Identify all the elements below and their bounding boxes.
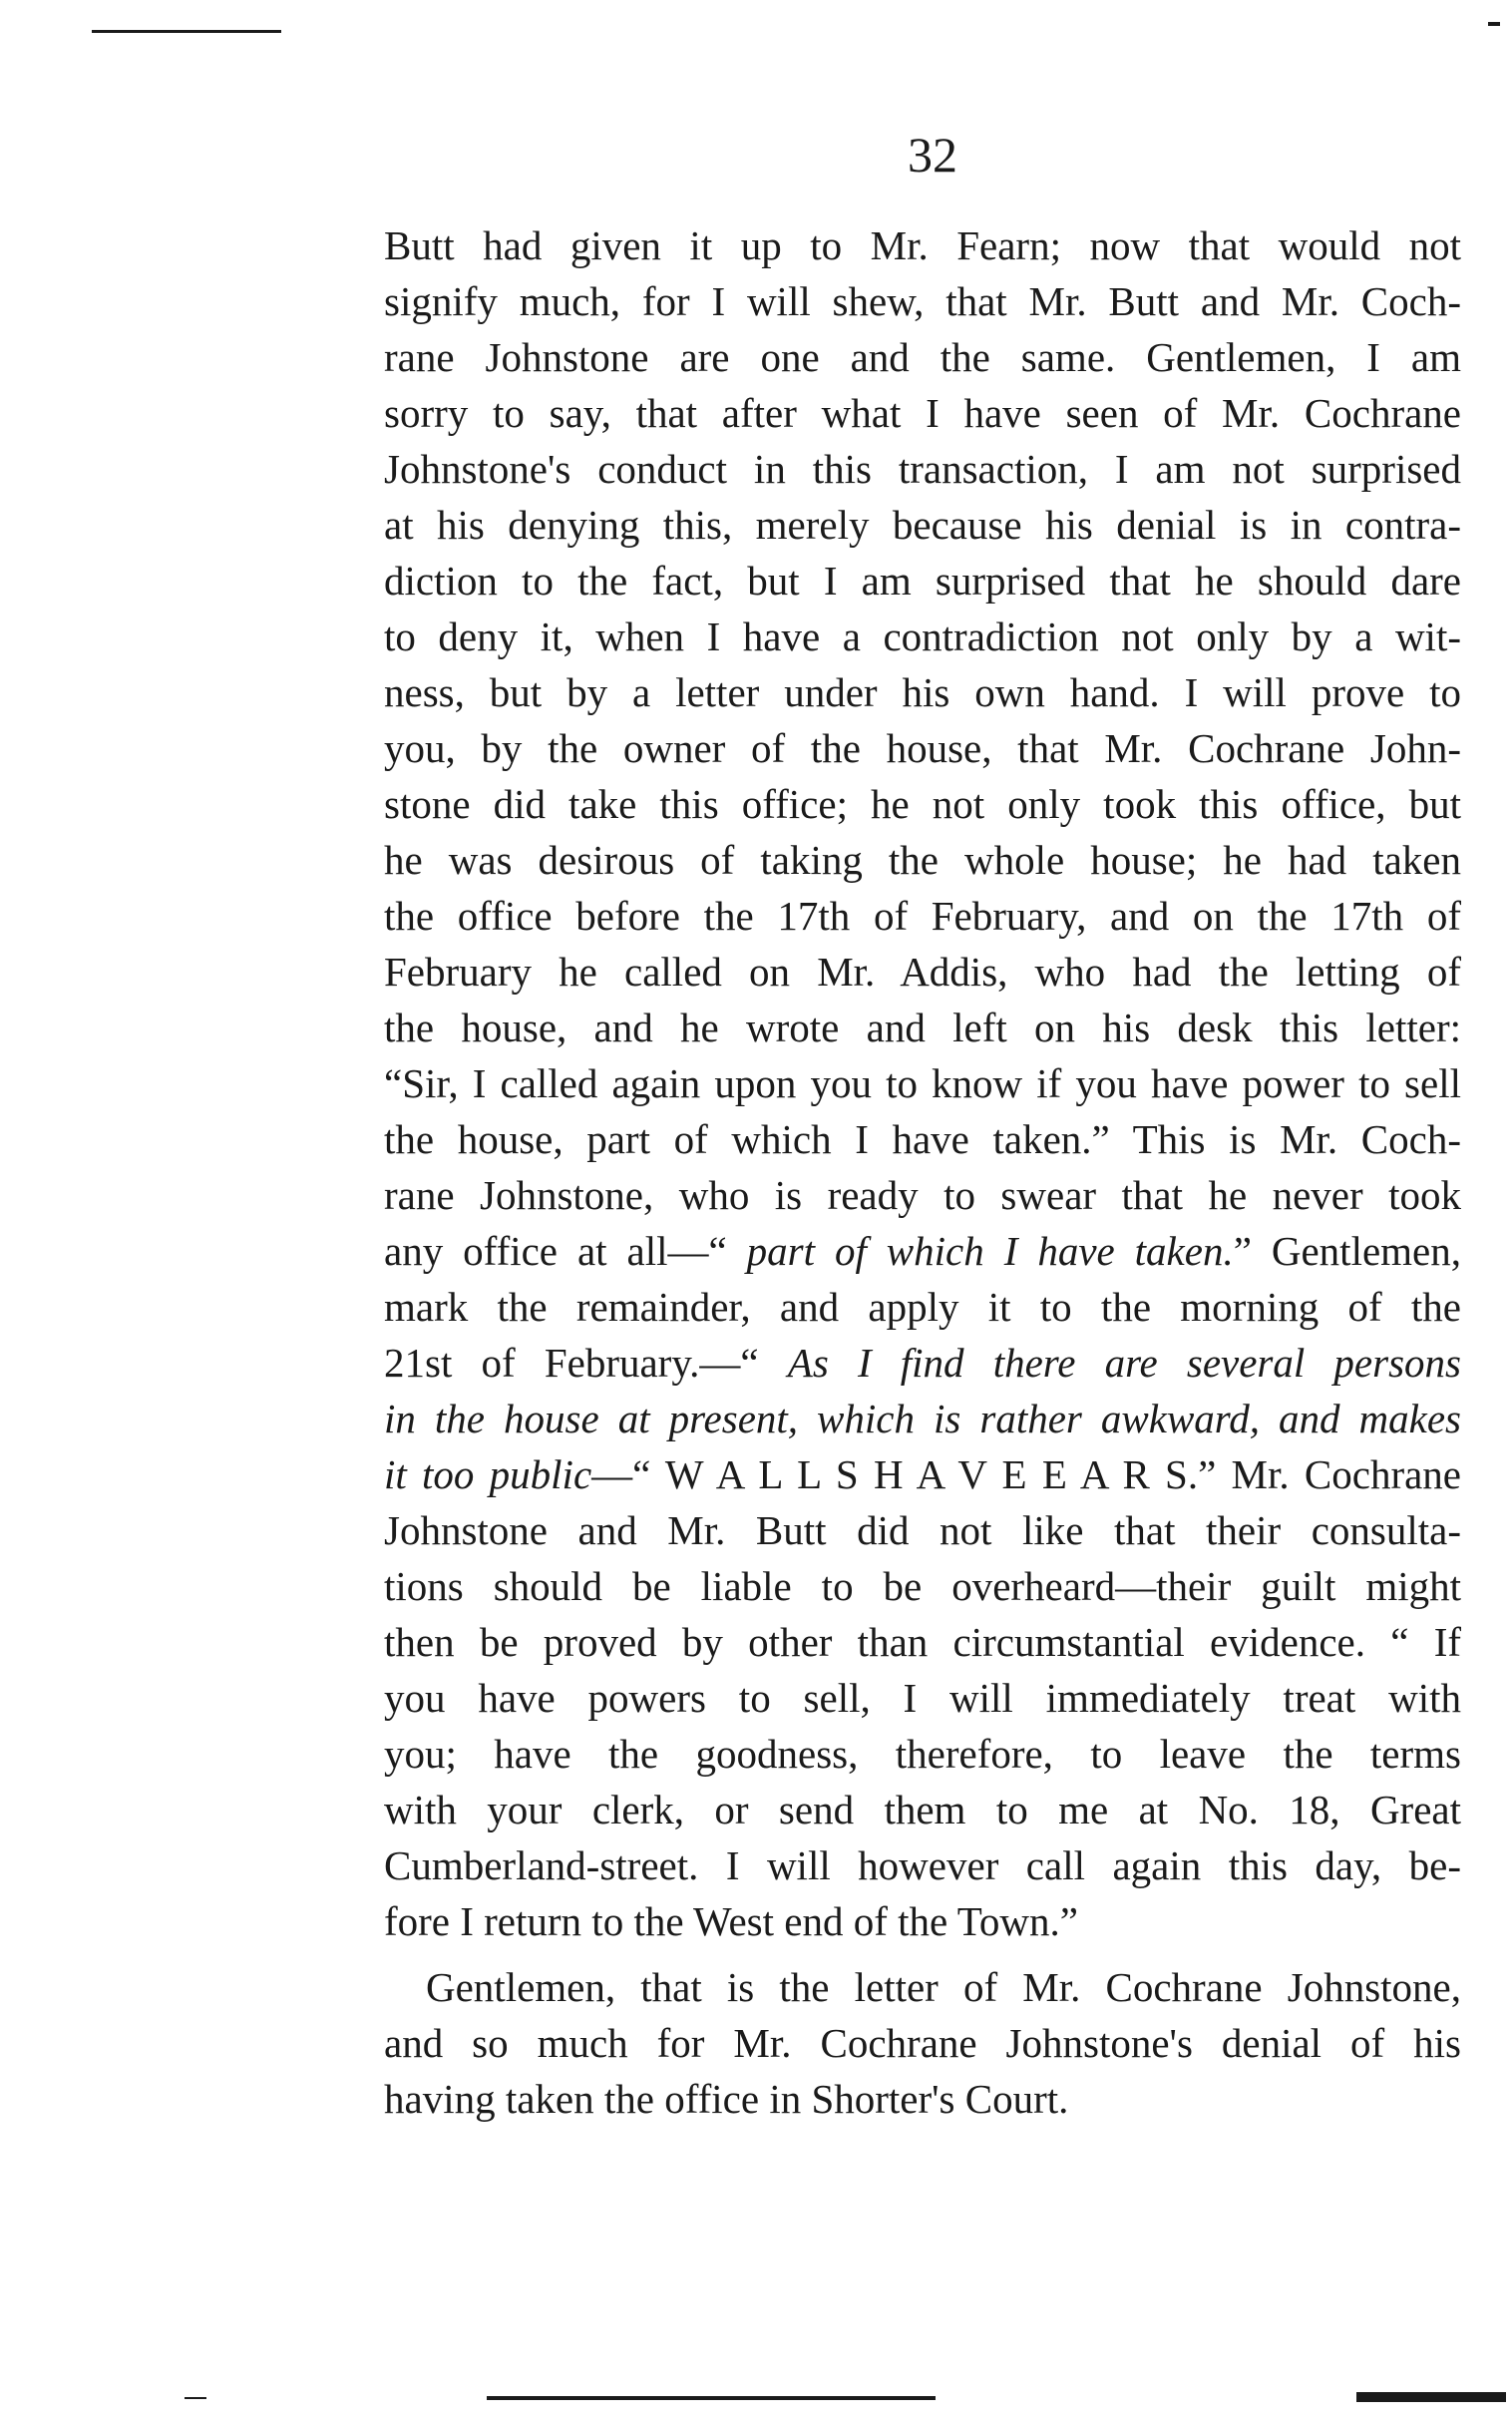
text-line: you have powers to sell, I will immediately treat with	[384, 1675, 1461, 1721]
text-line: the office before the 17th of February, and on the 17th of	[384, 893, 1461, 939]
italic-quote: in the house at present, which is rather awkward, and makes	[384, 1396, 1461, 1441]
text-line: fore I return to the West end of the Town.”	[384, 1898, 1078, 1944]
bottom-right-rule	[1356, 2392, 1506, 2402]
italic-quote: part of which I have taken.	[746, 1228, 1234, 1274]
text-line: February he called on Mr. Addis, who had the letting of	[384, 949, 1461, 995]
body-text	[384, 217, 1461, 2127]
text-line: then be proved by other than circumstantial evidence. “ If	[384, 1619, 1461, 1665]
text-line: he was desirous of taking the whole house; he had taken	[384, 837, 1461, 883]
text-span: ” Gentlemen,	[1233, 1228, 1461, 1274]
italic-quote: As I find there are several persons	[787, 1340, 1461, 1386]
text-line: diction to the fact, but I am surprised that he should dare	[384, 558, 1461, 604]
text-line: you; have the goodness, therefore, to leave the terms	[384, 1731, 1461, 1777]
text-line: to deny it, when I have a contradiction not only by a wit-	[384, 613, 1461, 659]
text-span: —“ W A L L S H A V E E A R S.” Mr. Cochrane	[591, 1451, 1461, 1497]
bottom-rule	[487, 2396, 936, 2400]
text-line: sorry to say, that after what I have seen of Mr. Cochrane	[384, 390, 1461, 436]
text-line: tions should be liable to be overheard—their guilt might	[384, 1563, 1461, 1609]
text-line: rane Johnstone are one and the same. Gentlemen, I am	[384, 334, 1461, 380]
text-line: and so much for Mr. Cochrane Johnstone's denial of his	[384, 2020, 1461, 2066]
text-line: Johnstone and Mr. Butt did not like that their consulta-	[384, 1507, 1461, 1553]
text-line: rane Johnstone, who is ready to swear that he never took	[384, 1172, 1461, 1218]
text-line: ness, but by a letter under his own hand. I will prove to	[384, 669, 1461, 715]
paragraph-gap	[384, 1949, 1461, 1959]
text-line: Johnstone's conduct in this transaction, I am not surprised	[384, 446, 1461, 492]
text-line: stone did take this office; he not only took this office, but	[384, 781, 1461, 827]
bottom-left-mark	[185, 2397, 206, 2399]
text-line: Butt had given it up to Mr. Fearn; now that would not	[384, 222, 1461, 268]
text-line: mark the remainder, and apply it to the morning of the	[384, 1284, 1461, 1330]
paragraph-2	[384, 1959, 1461, 2127]
top-right-mark	[1488, 22, 1500, 26]
text-line	[384, 1446, 1461, 1502]
paragraph-1	[384, 217, 1461, 1949]
text-line: the house, and he wrote and left on his desk this letter:	[384, 1005, 1461, 1050]
text-span: 21st of February.—“	[384, 1340, 788, 1386]
text-line: having taken the office in Shorter's Court.	[384, 2076, 1069, 2122]
text-line: with your clerk, or send them to me at No. 18, Great	[384, 1787, 1461, 1832]
page-number: 32	[908, 127, 957, 183]
text-line: Cumberland-street. I will however call again this day, be-	[384, 1842, 1461, 1888]
text-line: “Sir, I called again upon you to know if you have power to sell	[384, 1060, 1461, 1106]
text-line	[384, 1391, 1461, 1446]
italic-quote: it too public	[384, 1451, 592, 1497]
text-line: signify much, for I will shew, that Mr. Butt and Mr. Coch-	[384, 278, 1461, 324]
text-span: any office at all—“	[384, 1228, 747, 1274]
text-line: at his denying this, merely because his denial is in contra-	[384, 502, 1461, 548]
text-line: Gentlemen, that is the letter of Mr. Cochrane Johnstone,	[426, 1964, 1461, 2010]
text-line: the house, part of which I have taken.” This is Mr. Coch-	[384, 1116, 1461, 1162]
top-left-rule	[92, 30, 281, 33]
text-line: you, by the owner of the house, that Mr. Cochrane John-	[384, 725, 1461, 771]
text-line	[384, 1335, 1461, 1391]
text-line	[384, 1223, 1461, 1279]
